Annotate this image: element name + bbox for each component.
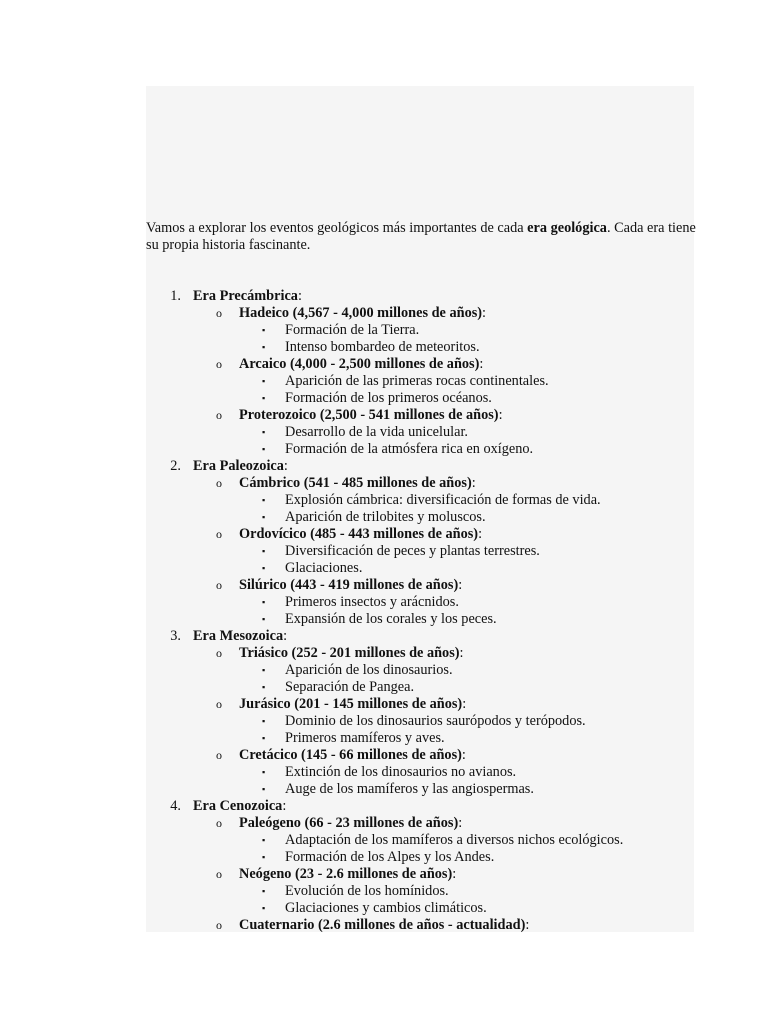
colon: :: [482, 305, 487, 321]
intro-text: Vamos a explorar los eventos geológicos más importantes de cada: [146, 220, 528, 236]
intro-text-end: . Cada era tiene su propia historia fascinante.: [146, 220, 696, 253]
period-title: [239, 917, 529, 934]
period-name: Hadeico (4,567 - 4,000 millones de años): [239, 305, 483, 321]
circle-bullet: o: [216, 306, 222, 320]
square-bullet: ▪: [262, 665, 266, 675]
event-text: Formación de los Alpes y los Andes.: [285, 849, 495, 865]
event-text: Extinción de los dinosaurios no avianos.: [285, 764, 517, 780]
circle-bullet: o: [216, 476, 222, 490]
square-bullet: ▪: [262, 546, 266, 556]
event-text: Aparición de los dinosaurios.: [285, 662, 453, 678]
period-name: Cuaternario (2.6 millones de años - actualidad): [239, 917, 526, 933]
event-text: Primeros mamíferos y aves.: [285, 730, 445, 746]
colon: :: [458, 815, 463, 831]
period-title: [239, 356, 483, 373]
square-bullet: ▪: [262, 444, 266, 454]
intro-bold-term: era geológica: [527, 220, 607, 236]
square-bullet: ▪: [262, 325, 266, 335]
period-name: Neógeno (23 - 2.6 millones de años): [239, 866, 453, 882]
square-bullet: ▪: [262, 784, 266, 794]
colon: :: [458, 577, 463, 593]
colon: :: [459, 645, 464, 661]
event-text: Separación de Pangea.: [285, 679, 415, 695]
square-bullet: ▪: [262, 835, 266, 845]
event-text: Formación de los primeros océanos.: [285, 390, 492, 406]
period-title: [239, 747, 466, 764]
period-title: [239, 475, 476, 492]
colon: :: [297, 288, 302, 304]
period-name: Cámbrico (541 - 485 millones de años): [239, 475, 472, 491]
era-name: Era Precámbrica: [193, 288, 298, 304]
event-text: Aparición de las primeras rocas continentales.: [285, 373, 549, 389]
period-title: [239, 577, 462, 594]
square-bullet: ▪: [262, 495, 266, 505]
period-name: Proterozoico (2,500 - 541 millones de años): [239, 407, 499, 423]
event-text: Desarrollo de la vida unicelular.: [285, 424, 469, 440]
circle-bullet: o: [216, 918, 222, 932]
circle-bullet: o: [216, 748, 222, 762]
intro-paragraph: [146, 220, 700, 254]
square-bullet: ▪: [262, 597, 266, 607]
circle-bullet: o: [216, 357, 222, 371]
square-bullet: ▪: [262, 342, 266, 352]
period-name: Cretácico (145 - 66 millones de años): [239, 747, 462, 763]
circle-bullet: o: [216, 867, 222, 881]
event-text: Formación de la Tierra.: [285, 322, 420, 338]
square-bullet: ▪: [262, 512, 266, 522]
period-name: Jurásico (201 - 145 millones de años): [239, 696, 463, 712]
circle-bullet: o: [216, 408, 222, 422]
square-bullet: ▪: [262, 852, 266, 862]
colon: :: [479, 356, 484, 372]
colon: :: [478, 526, 483, 542]
colon: :: [498, 407, 503, 423]
circle-bullet: o: [216, 578, 222, 592]
era-number: 2.: [170, 458, 181, 474]
era-title: [193, 458, 288, 475]
era-number: 4.: [170, 798, 181, 814]
square-bullet: ▪: [262, 903, 266, 913]
event-text: Aparición de trilobites y moluscos.: [285, 509, 486, 525]
era-title: [193, 628, 287, 645]
circle-bullet: o: [216, 816, 222, 830]
period-title: [239, 645, 464, 662]
event-text: Explosión cámbrica: diversificación de formas de vida.: [285, 492, 601, 508]
event-text: Glaciaciones.: [285, 560, 363, 576]
era-title: [193, 288, 302, 305]
event-text: Auge de los mamíferos y las angiospermas.: [285, 781, 534, 797]
square-bullet: ▪: [262, 376, 266, 386]
era-name: Era Mesozoica: [193, 628, 284, 644]
period-title: [239, 526, 482, 543]
colon: :: [461, 747, 466, 763]
square-bullet: ▪: [262, 682, 266, 692]
square-bullet: ▪: [262, 886, 266, 896]
event-text: Dominio de los dinosaurios saurópodos y terópodos.: [285, 713, 586, 729]
event-text: Evolución de los homínidos.: [285, 883, 449, 899]
period-title: [239, 696, 466, 713]
event-text: Diversificación de peces y plantas terrestres.: [285, 543, 540, 559]
period-title: [239, 407, 503, 424]
period-name: Ordovícico (485 - 443 millones de años): [239, 526, 479, 542]
square-bullet: ▪: [262, 767, 266, 777]
square-bullet: ▪: [262, 614, 266, 624]
colon: :: [283, 628, 288, 644]
period-name: Triásico (252 - 201 millones de años): [239, 645, 460, 661]
square-bullet: ▪: [262, 733, 266, 743]
event-text: Formación de la atmósfera rica en oxígeno.: [285, 441, 534, 457]
colon: :: [525, 917, 530, 933]
event-text: Primeros insectos y arácnidos.: [285, 594, 459, 610]
era-name: Era Paleozoica: [193, 458, 284, 474]
era-number: 3.: [170, 628, 181, 644]
circle-bullet: o: [216, 697, 222, 711]
square-bullet: ▪: [262, 716, 266, 726]
period-title: [239, 305, 486, 322]
era-number: 1.: [170, 288, 181, 304]
period-name: Silúrico (443 - 419 millones de años): [239, 577, 459, 593]
period-name: Arcaico (4,000 - 2,500 millones de años): [239, 356, 480, 372]
circle-bullet: o: [216, 646, 222, 660]
era-title: [193, 798, 286, 815]
circle-bullet: o: [216, 527, 222, 541]
square-bullet: ▪: [262, 427, 266, 437]
period-name: Paleógeno (66 - 23 millones de años): [239, 815, 459, 831]
colon: :: [282, 798, 287, 814]
colon: :: [452, 866, 457, 882]
square-bullet: ▪: [262, 393, 266, 403]
square-bullet: ▪: [262, 563, 266, 573]
period-title: [239, 866, 456, 883]
era-name: Era Cenozoica: [193, 798, 283, 814]
colon: :: [462, 696, 467, 712]
event-text: Glaciaciones y cambios climáticos.: [285, 900, 487, 916]
colon: :: [283, 458, 288, 474]
colon: :: [471, 475, 476, 491]
event-text: Adaptación de los mamíferos a diversos nichos ecológicos.: [285, 832, 624, 848]
event-text: Expansión de los corales y los peces.: [285, 611, 497, 627]
period-title: [239, 815, 462, 832]
event-text: Intenso bombardeo de meteoritos.: [285, 339, 480, 355]
